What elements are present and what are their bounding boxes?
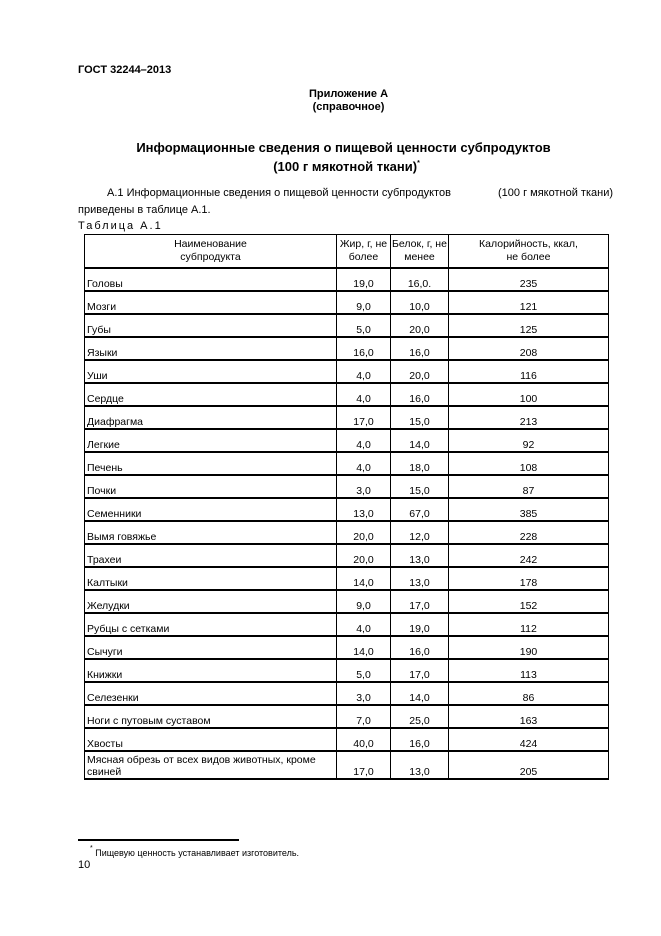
- header-fat-line1: Жир, г, не: [339, 238, 388, 250]
- cell-name: Рубцы с сетками: [85, 613, 337, 636]
- cell-calories: 205: [449, 751, 609, 779]
- cell-fat: 4,0: [337, 383, 391, 406]
- table-row: [85, 429, 609, 452]
- table-row: [85, 314, 609, 337]
- cell-name: Губы: [85, 314, 337, 337]
- cell-fat: 14,0: [337, 567, 391, 590]
- footnote: [90, 845, 299, 858]
- header-calories-line1: Калорийность, ккал,: [479, 238, 578, 250]
- cell-protein: 16,0: [391, 728, 449, 751]
- table-row: [85, 751, 609, 779]
- heading-line2-text: (100 г мякотной ткани): [273, 159, 418, 174]
- cell-fat: 4,0: [337, 452, 391, 475]
- header-name-line2: субпродукта: [180, 251, 241, 263]
- header-protein-line2: менее: [404, 251, 435, 263]
- cell-calories: 235: [449, 268, 609, 291]
- table-row: [85, 268, 609, 291]
- table-row: [85, 291, 609, 314]
- intro-text-part1: А.1 Информационные сведения о пищевой ценности субпродуктов: [107, 187, 451, 199]
- cell-calories: 178: [449, 567, 609, 590]
- cell-fat: 19,0: [337, 268, 391, 291]
- cell-protein: 13,0: [391, 544, 449, 567]
- table-row: [85, 636, 609, 659]
- cell-fat: 20,0: [337, 521, 391, 544]
- header-fat: [337, 235, 391, 269]
- cell-protein: 18,0: [391, 452, 449, 475]
- cell-fat: 17,0: [337, 751, 391, 779]
- cell-calories: 208: [449, 337, 609, 360]
- intro-paragraph-continuation: приведены в таблице А.1.: [78, 204, 211, 216]
- intro-text-part2: (100 г мякотной ткани): [498, 187, 613, 199]
- footnote-separator: [78, 839, 239, 841]
- cell-calories: 92: [449, 429, 609, 452]
- table-row: [85, 475, 609, 498]
- cell-name: Языки: [85, 337, 337, 360]
- cell-name: Мозги: [85, 291, 337, 314]
- cell-name: Печень: [85, 452, 337, 475]
- intro-paragraph: [107, 185, 613, 202]
- table-row: [85, 705, 609, 728]
- header-name-line1: Наименование: [174, 238, 247, 250]
- cell-calories: 113: [449, 659, 609, 682]
- document-code: ГОСТ 32244–2013: [78, 64, 172, 76]
- cell-protein: 20,0: [391, 360, 449, 383]
- cell-protein: 16,0: [391, 636, 449, 659]
- header-calories-line2: не более: [506, 251, 551, 263]
- cell-calories: 87: [449, 475, 609, 498]
- header-calories: [449, 235, 609, 269]
- footnote-text-marker: *: [90, 845, 93, 852]
- header-name: [85, 235, 337, 269]
- cell-calories: 213: [449, 406, 609, 429]
- cell-protein: 10,0: [391, 291, 449, 314]
- cell-fat: 40,0: [337, 728, 391, 751]
- cell-protein: 16,0: [391, 337, 449, 360]
- table-row: [85, 521, 609, 544]
- cell-calories: 163: [449, 705, 609, 728]
- table-row: [85, 682, 609, 705]
- cell-protein: 17,0: [391, 659, 449, 682]
- cell-fat: 5,0: [337, 659, 391, 682]
- cell-fat: 9,0: [337, 590, 391, 613]
- cell-calories: 152: [449, 590, 609, 613]
- header-fat-line2: более: [348, 251, 379, 263]
- cell-fat: 9,0: [337, 291, 391, 314]
- cell-fat: 16,0: [337, 337, 391, 360]
- cell-calories: 112: [449, 613, 609, 636]
- table-row: [85, 590, 609, 613]
- cell-protein: 16,0.: [391, 268, 449, 291]
- cell-name: Книжки: [85, 659, 337, 682]
- table-row: [85, 360, 609, 383]
- table-row: [85, 567, 609, 590]
- annex-title: Приложение А: [308, 88, 389, 100]
- cell-calories: 385: [449, 498, 609, 521]
- cell-name: Легкие: [85, 429, 337, 452]
- table-row: [85, 406, 609, 429]
- cell-name: Трахеи: [85, 544, 337, 567]
- annex-type: (справочное): [312, 101, 385, 113]
- cell-protein: 12,0: [391, 521, 449, 544]
- cell-fat: 5,0: [337, 314, 391, 337]
- section-heading-line2: [16, 156, 661, 175]
- cell-fat: 13,0: [337, 498, 391, 521]
- cell-fat: 3,0: [337, 682, 391, 705]
- table-label: Таблица А.1: [78, 220, 163, 232]
- cell-protein: 14,0: [391, 682, 449, 705]
- cell-calories: 424: [449, 728, 609, 751]
- cell-name: Ноги с путовым суставом: [85, 705, 337, 728]
- cell-name: Мясная обрезь от всех видов животных, кроме свиней: [85, 751, 337, 779]
- cell-fat: 4,0: [337, 429, 391, 452]
- cell-name: Диафрагма: [85, 406, 337, 429]
- cell-name: Сычуги: [85, 636, 337, 659]
- cell-name: Хвосты: [85, 728, 337, 751]
- cell-calories: 190: [449, 636, 609, 659]
- header-protein: [391, 235, 449, 269]
- cell-protein: 16,0: [391, 383, 449, 406]
- footnote-marker: *: [417, 160, 420, 167]
- cell-calories: 86: [449, 682, 609, 705]
- cell-protein: 15,0: [391, 406, 449, 429]
- table-header-row: [85, 235, 609, 269]
- cell-name: Уши: [85, 360, 337, 383]
- section-heading-line1: Информационные сведения о пищевой ценности субпродуктов: [136, 140, 551, 155]
- cell-name: Желудки: [85, 590, 337, 613]
- cell-fat: 14,0: [337, 636, 391, 659]
- table-row: [85, 728, 609, 751]
- cell-calories: 121: [449, 291, 609, 314]
- cell-calories: 108: [449, 452, 609, 475]
- header-protein-line1: Белок, г, не: [392, 238, 447, 250]
- cell-protein: 20,0: [391, 314, 449, 337]
- footnote-text: Пищевую ценность устанавливает изготовитель.: [95, 848, 300, 858]
- cell-protein: 14,0: [391, 429, 449, 452]
- table-row: [85, 498, 609, 521]
- cell-name: Вымя говяжье: [85, 521, 337, 544]
- cell-name: Головы: [85, 268, 337, 291]
- cell-calories: 116: [449, 360, 609, 383]
- cell-fat: 4,0: [337, 360, 391, 383]
- cell-name: Почки: [85, 475, 337, 498]
- table-row: [85, 337, 609, 360]
- cell-name: Селезенки: [85, 682, 337, 705]
- table-row: [85, 452, 609, 475]
- cell-protein: 67,0: [391, 498, 449, 521]
- nutrition-table: [84, 234, 609, 780]
- table-row: [85, 383, 609, 406]
- cell-calories: 100: [449, 383, 609, 406]
- cell-protein: 19,0: [391, 613, 449, 636]
- cell-protein: 25,0: [391, 705, 449, 728]
- page-number: 10: [78, 859, 91, 871]
- cell-fat: 17,0: [337, 406, 391, 429]
- cell-name: Семенники: [85, 498, 337, 521]
- table-row: [85, 613, 609, 636]
- cell-protein: 15,0: [391, 475, 449, 498]
- table-row: [85, 544, 609, 567]
- cell-fat: 7,0: [337, 705, 391, 728]
- cell-fat: 4,0: [337, 613, 391, 636]
- cell-calories: 125: [449, 314, 609, 337]
- table-row: [85, 659, 609, 682]
- cell-fat: 3,0: [337, 475, 391, 498]
- cell-protein: 13,0: [391, 567, 449, 590]
- cell-calories: 228: [449, 521, 609, 544]
- cell-protein: 13,0: [391, 751, 449, 779]
- cell-calories: 242: [449, 544, 609, 567]
- cell-fat: 20,0: [337, 544, 391, 567]
- cell-name: Калтыки: [85, 567, 337, 590]
- cell-protein: 17,0: [391, 590, 449, 613]
- cell-name: Сердце: [85, 383, 337, 406]
